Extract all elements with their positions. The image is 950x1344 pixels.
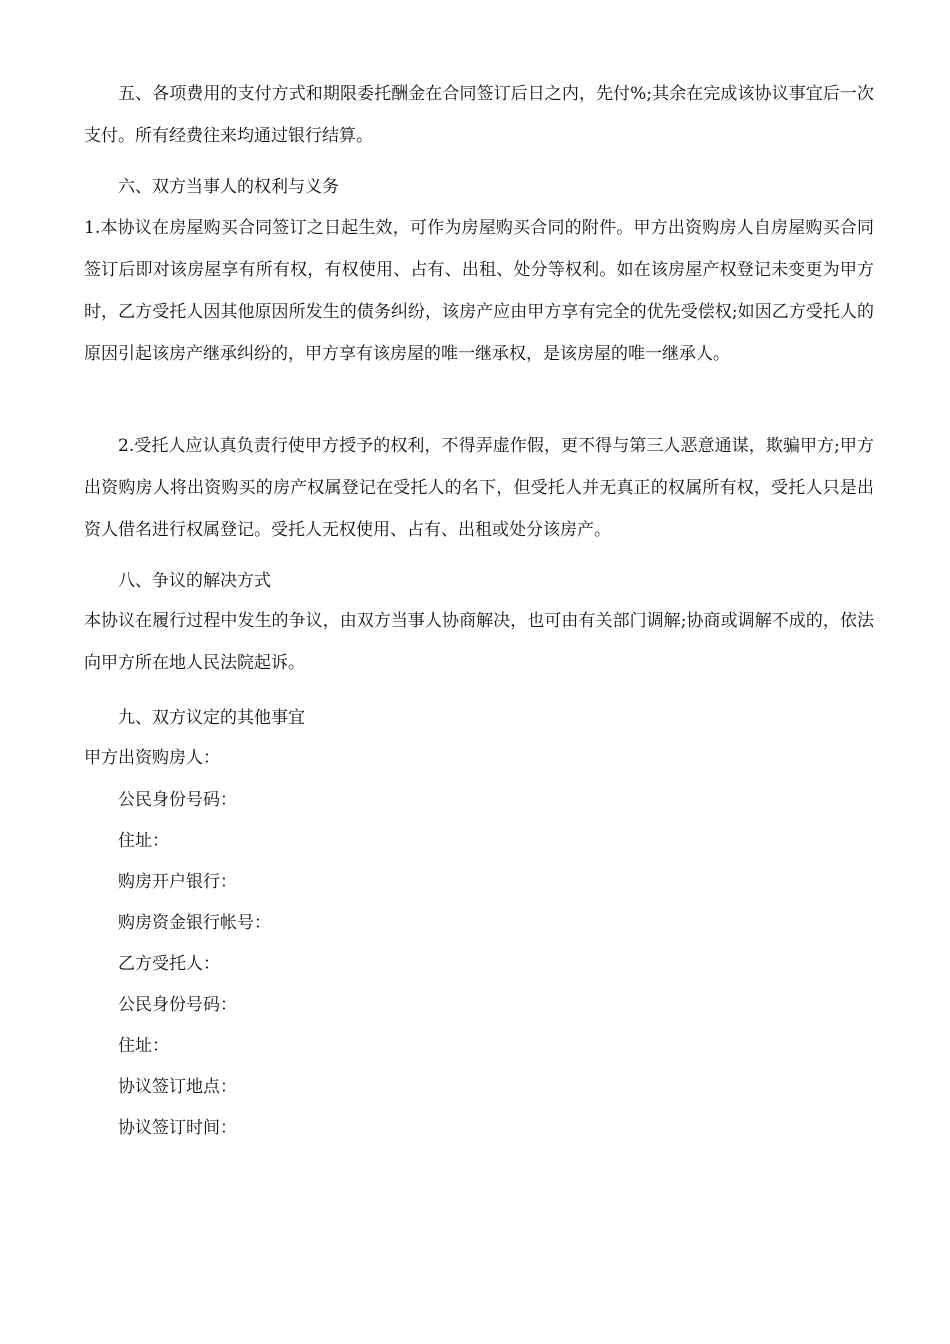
- dispute-heading: 八、争议的解决方式: [118, 571, 271, 591]
- party-a-label: 甲方出资购房人：: [84, 748, 220, 768]
- sign-place-field: 协议签订地点：: [118, 1077, 237, 1097]
- sign-time-field: 协议签订时间：: [118, 1118, 237, 1138]
- rights-heading: 六、双方当事人的权利与义务: [118, 177, 339, 197]
- payment-clause: 五、各项费用的支付方式和期限委托酬金在合同签订后日之内，先付%;其余在完成该协议事宜后一次支付。所有经费往来均通过银行结算。: [84, 84, 874, 146]
- party-b-label: 乙方受托人：: [118, 954, 220, 974]
- party-a-bank-field: 购房开户银行：: [118, 872, 237, 892]
- other-matters-heading: 九、双方议定的其他事宜: [118, 708, 305, 728]
- rights-item-1: 1.本协议在房屋购买合同签订之日起生效，可作为房屋购买合同的附件。甲方出资购房人自房屋购买合同签订后即对该房屋享有所有权，有权使用、占有、出租、处分等权利。如在该房屋产权登记未变更为甲方时，乙方受托人因其他原因所发生的债务纠纷，该房产应由甲方享有完全的优先受偿权;如因乙方受托人的原因引起该房产继承纠纷的，甲方享有该房屋的唯一继承权，是该房屋的唯一继承人。: [84, 218, 874, 364]
- dispute-clause: 本协议在履行过程中发生的争议，由双方当事人协商解决，也可由有关部门调解;协商或调解不成的，依法向甲方所在地人民法院起诉。: [84, 611, 874, 673]
- rights-item-2: 2.受托人应认真负责行使甲方授予的权利，不得弄虚作假，更不得与第三人恶意通谋，欺骗甲方;甲方出资购房人将出资购买的房产权属登记在受托人的名下，但受托人并无真正的权属所有权，受托人只是出资人借名进行权属登记。受托人无权使用、占有、出租或处分该房产。: [84, 436, 874, 540]
- party-b-address-field: 住址：: [118, 1036, 169, 1056]
- party-a-account-field: 购房资金银行帐号：: [118, 913, 271, 933]
- party-b-id-field: 公民身份号码：: [118, 995, 237, 1015]
- party-a-id-field: 公民身份号码：: [118, 790, 237, 810]
- party-a-address-field: 住址：: [118, 831, 169, 851]
